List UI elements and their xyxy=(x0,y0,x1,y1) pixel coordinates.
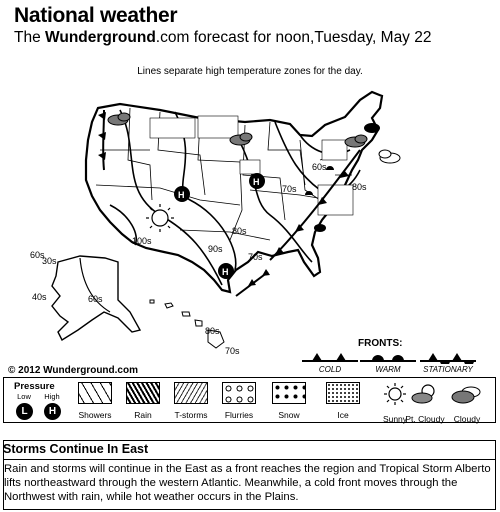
temp-label: 70s xyxy=(248,252,263,262)
legend-label: Ice xyxy=(337,410,349,420)
legend-label: Cloudy xyxy=(453,414,481,424)
rain-icon xyxy=(126,382,160,404)
copyright: © 2012 Wunderground.com xyxy=(8,365,138,376)
ice-icon xyxy=(326,382,360,404)
story-headline: Storms Continue In East xyxy=(3,442,149,456)
high-pressure-icon: H xyxy=(44,403,61,420)
temp-label: 30s xyxy=(42,256,57,266)
subtitle-pre: The xyxy=(14,29,46,46)
temp-label: 70s xyxy=(225,346,240,356)
temp-label: 100s xyxy=(132,236,152,246)
front-stationary xyxy=(418,350,478,376)
legend-label: Showers xyxy=(78,410,112,420)
legend-label: Sunny xyxy=(382,414,408,424)
legend-label: T-storms xyxy=(174,410,208,420)
temp-label: 70s xyxy=(282,184,297,194)
temp-label: 80s xyxy=(232,226,247,236)
warm-front-icon xyxy=(358,350,418,364)
legend-cloudy xyxy=(446,382,488,424)
subtitle-post: .com forecast for noon,Tuesday, May 22 xyxy=(155,29,432,46)
cold-front-icon xyxy=(300,350,360,364)
legend-label: Rain xyxy=(134,410,152,420)
map-note: Lines separate high temperature zones for the day. xyxy=(137,66,363,77)
story-divider xyxy=(4,459,495,460)
low-pressure-icon: L xyxy=(16,403,33,420)
front-cold xyxy=(300,350,360,376)
flurries-icon xyxy=(222,382,256,404)
legend-label: Snow xyxy=(278,410,300,420)
front-label: COLD xyxy=(318,365,342,374)
page-title: National weather xyxy=(14,4,178,27)
subtitle-brand: Wunderground xyxy=(45,29,156,46)
temp-label: 80s xyxy=(205,326,220,336)
pressure-legend-title: Pressure xyxy=(14,381,55,392)
snow-icon xyxy=(272,382,306,404)
legend-partly-cloudy xyxy=(404,382,446,424)
pressure-mark: H xyxy=(222,267,229,277)
legend-ice xyxy=(322,382,364,420)
front-label: STATIONARY xyxy=(423,365,473,374)
temp-label: 60s xyxy=(30,250,45,260)
temp-label: 90s xyxy=(208,244,223,254)
legend-flurries xyxy=(218,382,260,420)
showers-icon xyxy=(78,382,112,404)
high-label: High xyxy=(44,392,60,401)
front-label: WARM xyxy=(375,365,401,374)
pressure-mark: H xyxy=(178,190,185,200)
legend xyxy=(3,377,496,423)
legend-label: Pt. Cloudy xyxy=(405,414,445,424)
fronts-title: FRONTS: xyxy=(358,338,403,349)
low-label: Low xyxy=(17,392,31,401)
cloudy-icon xyxy=(449,382,485,406)
legend-showers xyxy=(74,382,116,420)
stationary-front-icon xyxy=(418,350,478,364)
legend-label: Flurries xyxy=(224,410,254,420)
temp-label: 60s xyxy=(88,294,103,304)
temp-label: 60s xyxy=(312,162,327,172)
pressure-mark: H xyxy=(253,177,260,187)
partly-cloudy-icon xyxy=(408,382,442,406)
legend-tstorms xyxy=(170,382,212,420)
tstorm-icon xyxy=(174,382,208,404)
temp-label: 80s xyxy=(352,182,367,192)
story-body: Rain and storms will continue in the East as a front reaches the region and Tropical Storm Alberto lifts northeastward through the western Atlantic. Meanwhile, a cold front moves through the Northwest with rain, while hot weather occurs in the Plains. xyxy=(4,463,491,503)
hawaii-islands xyxy=(150,300,224,348)
legend-rain xyxy=(122,382,164,420)
legend-snow xyxy=(268,382,310,420)
front-warm xyxy=(358,350,418,376)
temp-label: 40s xyxy=(32,292,47,302)
